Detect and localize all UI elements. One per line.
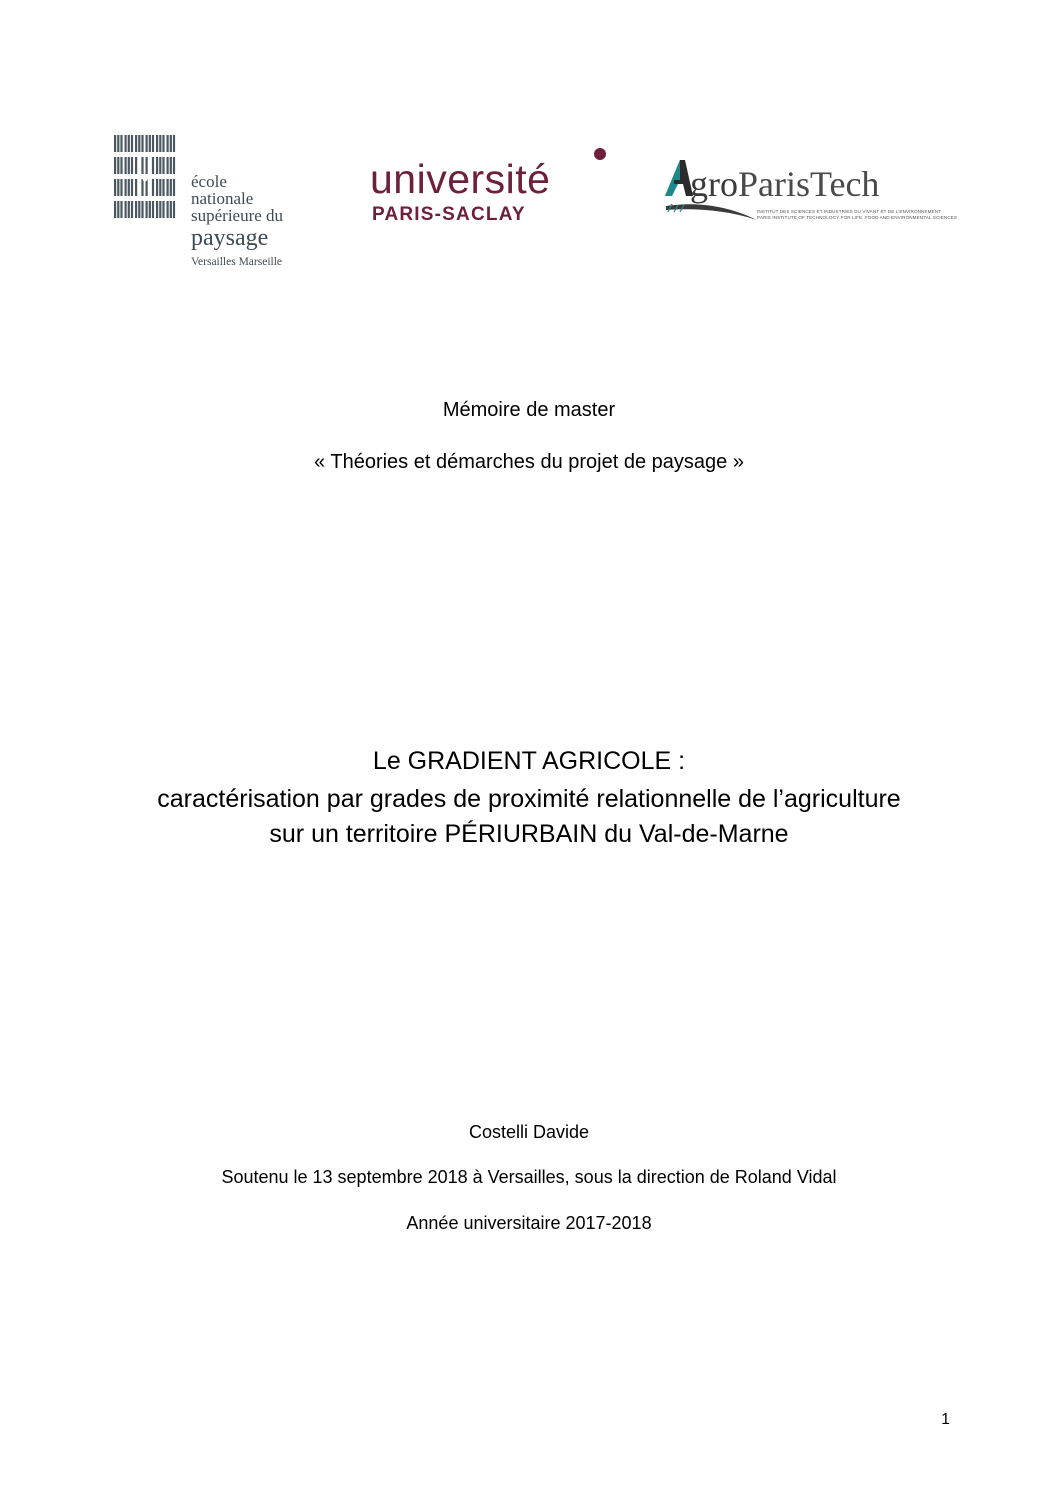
ups-dot-icon: [594, 148, 606, 160]
ensp-grid-bar: [117, 201, 119, 218]
ensp-grid-bar: [128, 135, 130, 152]
ensp-grid-bar: [135, 179, 137, 196]
apt-tagline-2: PARIS INSTITUTE OF TECHNOLOGY FOR LIFE, FOOD AND ENVIRONMENTAL SCIENCES: [757, 215, 958, 220]
agroparistech-swoosh-icon: [664, 200, 759, 224]
ensp-grid-bar: [131, 157, 133, 174]
ensp-grid-bar: [152, 157, 154, 174]
ensp-grid-bar: [135, 135, 137, 152]
title-line-3: sur un territoire PÉRIURBAIN du Val-de-Marne: [269, 820, 789, 848]
ensp-grid-bar: [170, 135, 172, 152]
ensp-grid-bar: [141, 201, 143, 218]
ensp-grid-bar: [146, 201, 148, 218]
ensp-grid-bar: [114, 179, 116, 196]
agroparistech-logo: [662, 156, 958, 228]
ensp-grid-bar: [162, 157, 164, 174]
ensp-grid-bar: [156, 157, 158, 174]
ensp-grid-bar: [167, 157, 169, 174]
ensp-grid-bar: [173, 157, 175, 174]
ensp-grid-bar: [135, 157, 137, 174]
ensp-grid-bar: [173, 179, 175, 196]
ensp-line-2: nationale: [191, 189, 254, 208]
title-line-2: caractérisation par grades de proximité relationnelle de l’agriculture: [157, 785, 901, 813]
ensp-grid-bar: [173, 201, 175, 218]
ensp-grid-bar: [170, 201, 172, 218]
program-label: « Théories et démarches du projet de paysage »: [314, 451, 744, 473]
ensp-grid-bar: [120, 201, 122, 218]
ensp-grid-bar: [114, 135, 116, 152]
author-name: Costelli Davide: [468, 1122, 590, 1142]
ensp-grid-bar: [167, 179, 169, 196]
ensp-building-grid-icon: [114, 133, 184, 227]
ensp-grid-bar: [125, 179, 127, 196]
ensp-logo: [114, 133, 314, 273]
ensp-grid-bar: [128, 157, 130, 174]
ensp-grid-bar: [141, 135, 143, 152]
ensp-grid-bar: [114, 157, 116, 174]
ensp-grid-bar: [131, 179, 133, 196]
apt-word-gro: gro: [690, 164, 738, 204]
ensp-grid-bar: [170, 157, 172, 174]
agroparistech-wordmark: [690, 164, 879, 204]
ensp-line-3: supérieure du: [191, 206, 284, 225]
ensp-grid-bar: [141, 157, 143, 174]
ensp-grid-bar: [149, 135, 151, 152]
ensp-grid-bar: [138, 201, 140, 218]
ensp-grid-bar: [120, 179, 122, 196]
ensp-grid-bar: [120, 157, 122, 174]
ensp-grid-bar: [156, 201, 158, 218]
ensp-grid-bar: [162, 135, 164, 152]
ensp-line-5: Versailles Marseille: [191, 256, 283, 268]
ensp-grid-bar: [149, 201, 151, 218]
apt-word-paristech: ParisTech: [738, 164, 880, 204]
ensp-grid-bar: [138, 135, 140, 152]
ensp-grid-bar: [117, 135, 119, 152]
ensp-grid-bar: [167, 135, 169, 152]
ensp-grid-bar: [114, 201, 116, 218]
ensp-grid-bar: [170, 179, 172, 196]
agroparistech-tagline: [757, 209, 957, 221]
ensp-grid-bar: [131, 201, 133, 218]
ensp-grid-bar: [125, 157, 127, 174]
ensp-grid-bar: [125, 201, 127, 218]
ensp-grid-bar: [128, 201, 130, 218]
ensp-grid-bar: [159, 157, 161, 174]
ensp-grid-bar: [162, 201, 164, 218]
ensp-grid-bar: [131, 135, 133, 152]
title-line-1: Le GRADIENT AGRICOLE :: [372, 747, 686, 775]
ensp-grid-bar: [125, 135, 127, 152]
academic-year: Année universitaire 2017-2018: [406, 1213, 652, 1233]
ensp-grid-bar: [117, 179, 119, 196]
universite-paris-saclay-logo: [370, 148, 610, 230]
ensp-grid-bar: [128, 179, 130, 196]
page-number: 1: [941, 1411, 950, 1428]
ensp-grid-bar: [146, 135, 148, 152]
ensp-grid-bar: [146, 157, 148, 174]
degree-label: Mémoire de master: [442, 399, 616, 421]
ensp-grid-bar: [152, 135, 154, 152]
ensp-grid-bar: [173, 135, 175, 152]
defense-info: Soutenu le 13 septembre 2018 à Versailles, sous la direction de Roland Vidal: [221, 1167, 837, 1187]
ensp-grid-bar: [159, 179, 161, 196]
ensp-logo-text: [191, 173, 283, 270]
ensp-grid-bar: [120, 135, 122, 152]
ensp-grid-bar: [117, 157, 119, 174]
ensp-grid-bar: [135, 201, 137, 218]
ensp-grid-bar: [159, 135, 161, 152]
ensp-grid-bar: [156, 135, 158, 152]
ensp-grid-bar: [162, 179, 164, 196]
ensp-grid-bar: [152, 201, 154, 218]
ensp-line-4: paysage: [191, 225, 269, 251]
ensp-grid-bar: [167, 201, 169, 218]
ensp-grid-bar: [152, 179, 154, 196]
ensp-grid-bar: [146, 179, 148, 196]
ensp-grid-bar: [159, 201, 161, 218]
ensp-grid-bar: [156, 179, 158, 196]
ups-wordmark: université: [370, 156, 551, 202]
apt-tagline-1: INSTITUT DES SCIENCES ET INDUSTRIES DU VIVANT ET DE L'ENVIRONNEMENT: [757, 209, 942, 214]
ensp-grid-center-dot: [143, 177, 148, 182]
ups-subtitle: PARIS-SACLAY: [372, 204, 526, 225]
ensp-grid-bar: [141, 179, 143, 196]
ensp-line-1: école: [191, 172, 227, 191]
